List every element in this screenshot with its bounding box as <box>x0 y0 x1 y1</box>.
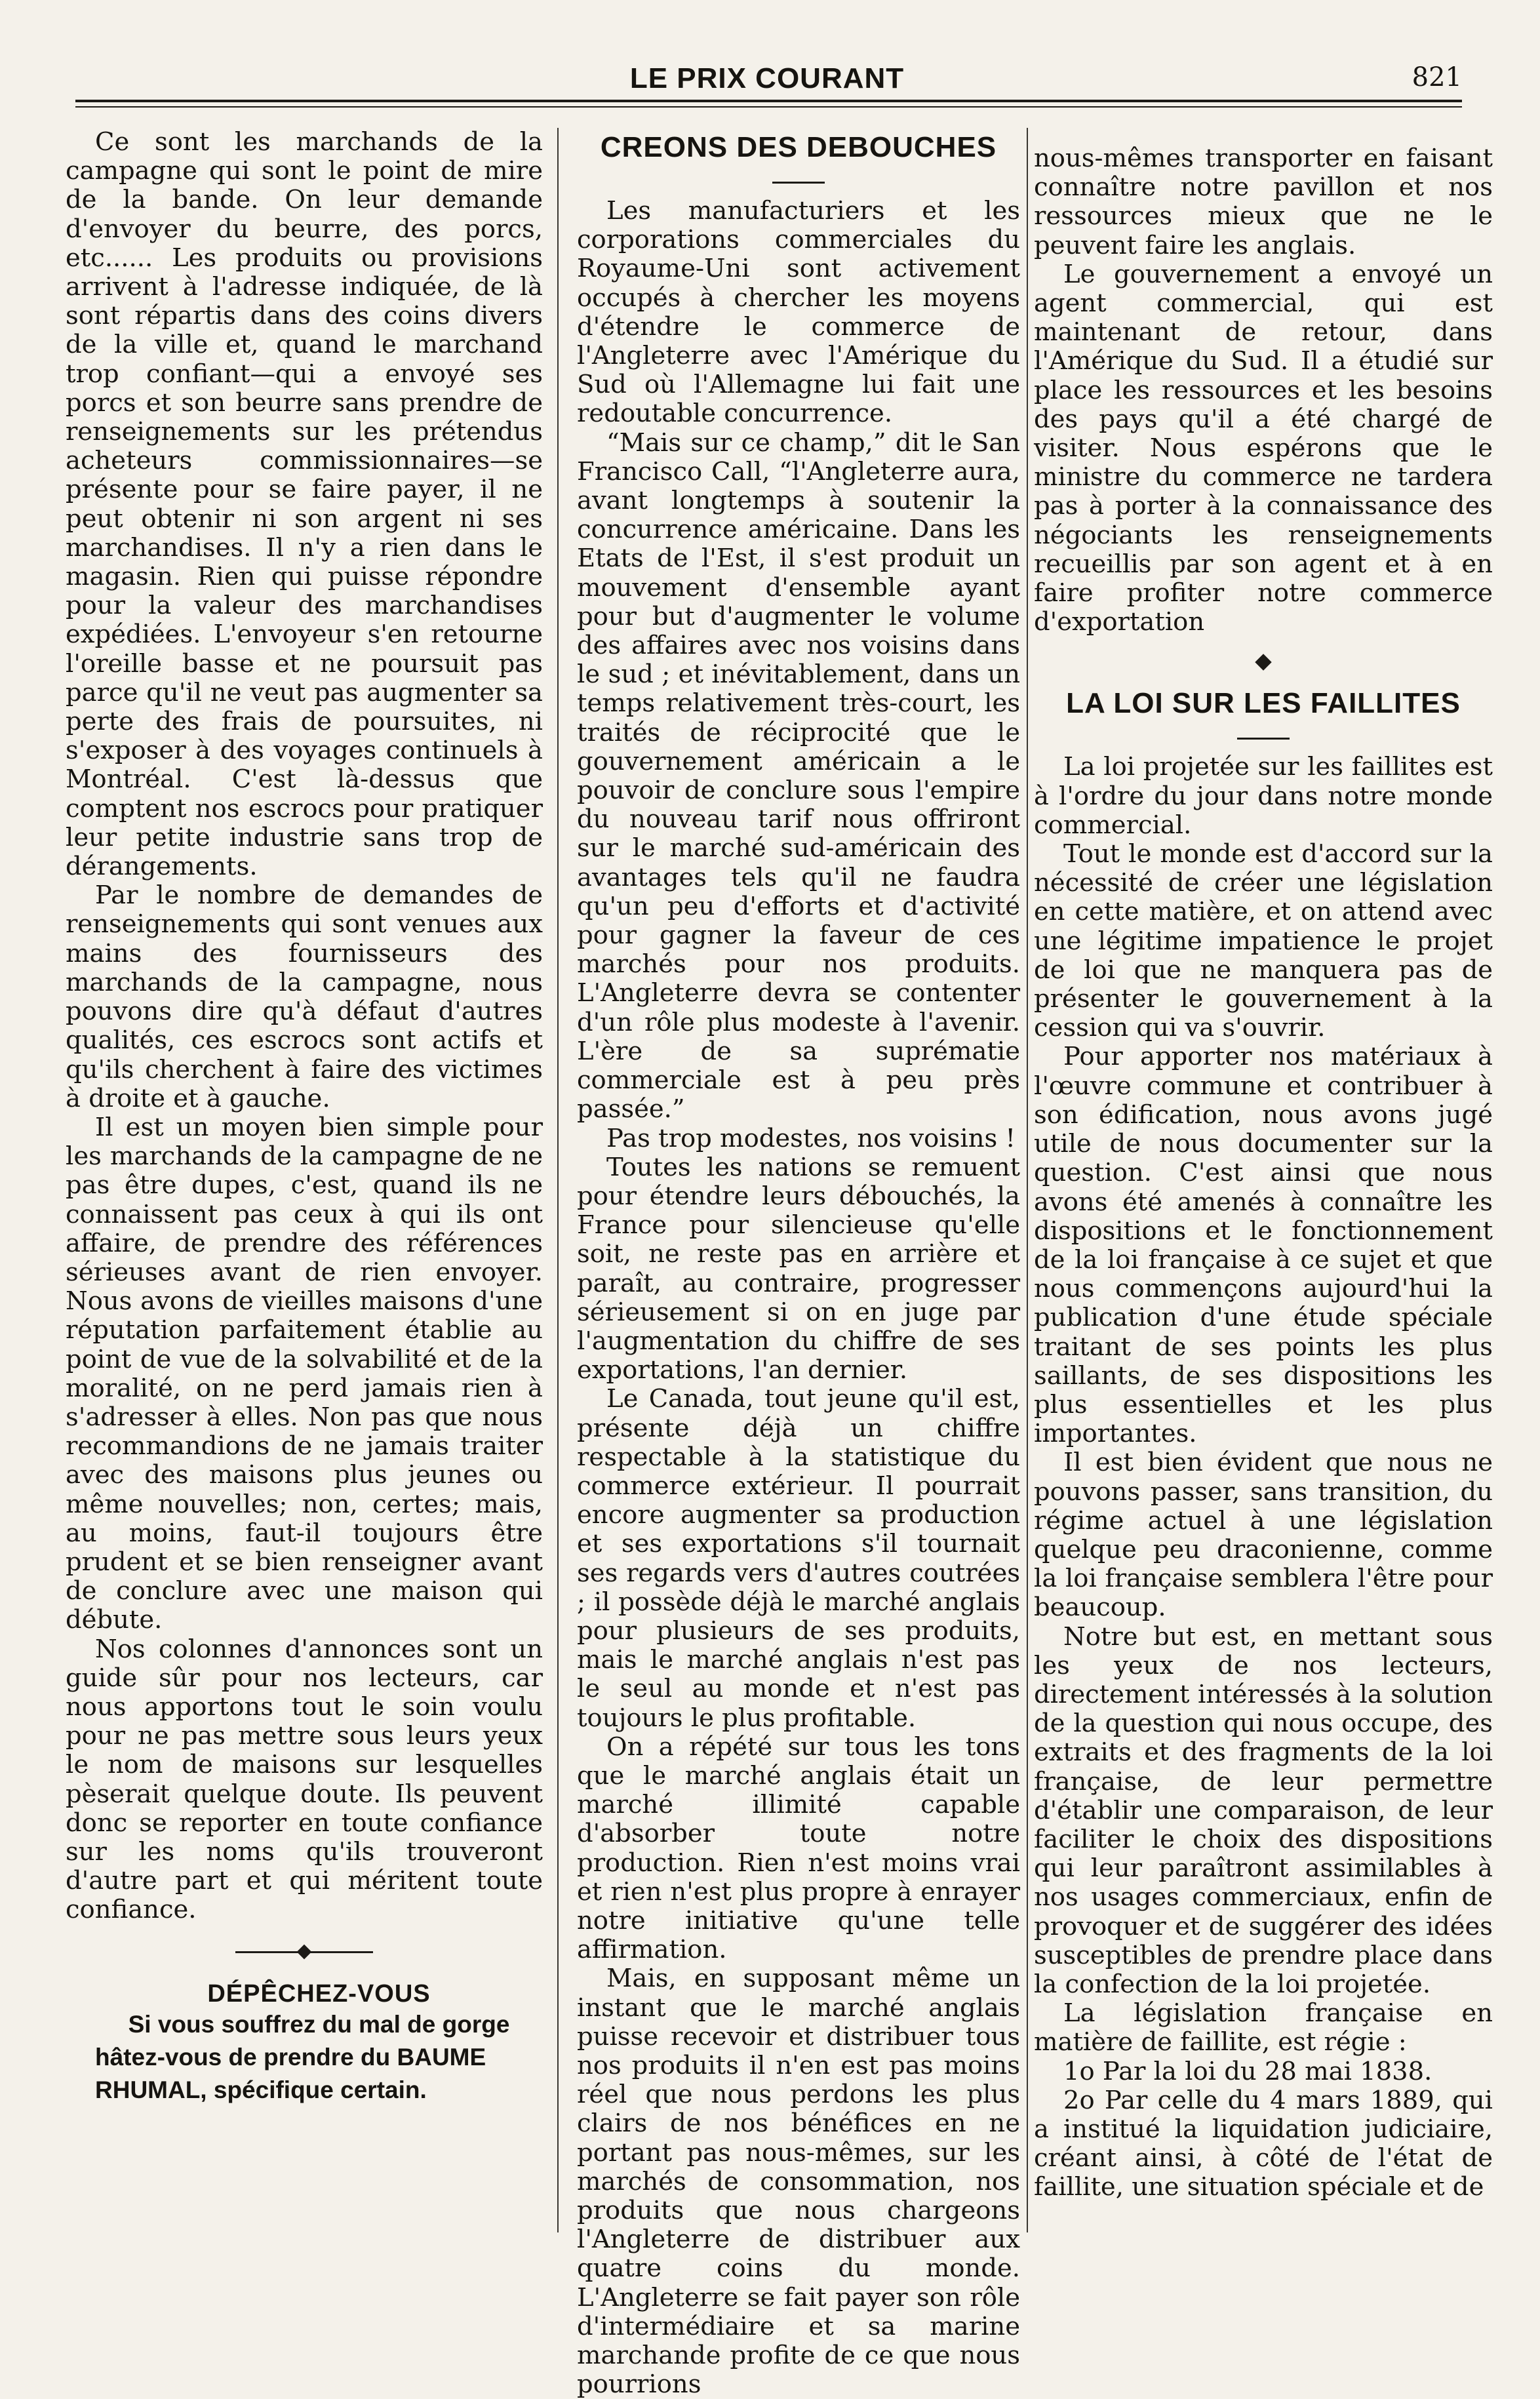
title-rule <box>772 182 825 184</box>
paragraph: La législation française en matière de faillite, est régie : <box>1034 1998 1493 2057</box>
paragraph-continuation: nous-mêmes transporter en faisant connaître notre pavillon et nos ressources mieux que ne le peuvent faire les anglais. <box>1034 144 1493 260</box>
paragraph: Il est bien évident que nous ne pouvons passer, sans transition, du régime actuel à une législation quelque peu draconienne, comme la loi française semblera l'être pour beaucoup. <box>1034 1448 1493 1623</box>
ad-line: Si vous souffrez du mal de gorge <box>128 2010 510 2038</box>
ornament-divider <box>1034 652 1493 672</box>
header-rule-thin <box>75 106 1462 108</box>
paragraph: Tout le monde est d'accord sur la nécessité de créer une législation en cette matière, et on attend avec une légitime impatience le projet de loi que ne manquera pas de présenter le gouvernement à la cession qui va s'ouvrir. <box>1034 839 1493 1043</box>
column-2 <box>577 128 1020 2399</box>
paragraph: Le Canada, tout jeune qu'il est, présente déjà un chiffre respectable à la statistique du commerce extérieur. Il pourrait encore augmenter sa production et ses exportations s'il tournait ses regards vers d'autres coutrées ; il possède déjà le marché anglais pour plusieurs de ses produits, mais le marché anglais n'est pas le seul au monde et n'est pas toujours le plus profitable. <box>577 1384 1020 1733</box>
paragraph: Par le nombre de demandes de renseignements qui sont venues aux mains des fournisseurs des marchands de la campagne, nous pouvons dire qu'à défaut d'autres qualités, ces escrocs sont actifs et qu'ils cherchent à faire des victimes à droite et à gauche. <box>66 881 543 1113</box>
paragraph: 2o Par celle du 4 mars 1889, qui a institué la liquidation judiciaire, créant ainsi, à côté de l'état de faillite, une situation spéciale et de <box>1034 2085 1493 2202</box>
paragraph: Mais, en supposant même un instant que le marché anglais puisse recevoir et distribuer tous nos produits il n'en est pas moins réel que nous perdons les plus clairs de nos bénéfices en ne portant pas nous-mêmes, sur les marchés de consommation, nos produits que nous chargeons l'Angleterre de distribuer aux quatre coins du monde. L'Angleterre se fait payer son rôle d'intermédiaire et sa marine marchande profite de ce que nous pourrions <box>577 1964 1020 2399</box>
column-3 <box>1034 144 1493 2202</box>
paragraph: Les manufacturiers et les corporations commerciales du Royaume-Uni sont activement occupés à chercher les moyens d'étendre le commerce de l'Angleterre avec l'Amérique du Sud où l'Allemagne lui fait une redoutable concurrence. <box>577 196 1020 429</box>
column-divider <box>557 128 559 2232</box>
header-rule <box>75 100 1462 102</box>
paragraph: Toutes les nations se remuent pour étendre leurs débouchés, la France pour silencieuse qu'elle soit, ne reste pas en arrière et paraît, au contraire, progresser sérieusement si on en juge par l'augmentation du chiffre de ses exportations, l'an dernier. <box>577 1152 1020 1385</box>
paragraph: Il est un moyen bien simple pour les marchands de la campagne de ne pas être dupes, c'est, quand ils ne connaissent pas ceux à qui ils ont affaire, de prendre des références sérieuses avant de rien envoyer. Nous avons de vieilles maisons d'une réputation parfaitement établie au point de vue de la solvabilité et de la moralité, on ne perd jamais rien à s'adresser à elles. Non pas que nous recommandions de ne jamais traiter avec des maisons plus jeunes ou même nouvelles; non, certes; mais, au moins, faut-il toujours être prudent et se bien renseigner avant de conclure avec une maison qui débute. <box>66 1112 543 1635</box>
paragraph: 1o Par la loi du 28 mai 1838. <box>1063 2056 1432 2086</box>
column-divider <box>1027 128 1028 2232</box>
paragraph: Pas trop modestes, nos voisins ! <box>606 1123 1016 1153</box>
title-rule <box>1237 738 1290 740</box>
page-number: 821 <box>1412 62 1462 92</box>
column-1 <box>66 128 543 2107</box>
article-title: CREONS DES DEBOUCHES <box>600 131 997 163</box>
ad-title: DÉPÊCHEZ-VOUS <box>207 1979 431 2008</box>
ad-line: RHUMAL, spécifique certain. <box>95 2076 427 2103</box>
paragraph: “Mais sur ce champ,” dit le San Francisco Call, “l'Angleterre aura, avant longtemps à soutenir la concurrence américaine. Dans les Etats de l'Est, il s'est produit un mouvement d'ensemble ayant pour but d'augmenter le volume des affaires avec nos voisins dans le sud ; et inévitablement, dans un temps relativement très-court, les traités de réciprocité que le gouvernement américain a le pouvoir de conclure sous l'empire du nouveau tarif nous offriront sur le marché sud-américain des avantages tels qu'il ne faudra qu'un peu d'efforts et d'activité pour gagner la faveur de ces marchés pour nos produits. L'Angleterre devra se contenter d'un rôle plus modeste à l'avenir. L'ère de sa suprématie commerciale est à peu près passée.” <box>577 427 1020 1124</box>
paragraph: Le gouvernement a envoyé un agent commercial, qui est maintenant de retour, dans l'Amérique du Sud. Il a étudié sur place les ressources et les besoins des pays qu'il a été chargé de visiter. Nous espérons que le ministre du commerce ne tardera pas à porter à la connaissance des négociants les renseignements recueillis par son agent et à en faire profiter notre commerce d'exportation <box>1034 259 1493 637</box>
running-title: LE PRIX COURANT <box>629 62 905 94</box>
paragraph: Notre but est, en mettant sous les yeux de nos lecteurs, directement intéressés à la solution de la question qui nous occupe, des extraits et des fragments de la loi française, de leur permettre d'établir une comparaison, de leur faciliter le choix des dispositions qui leur paraîtront assimilables à nos usages commerciaux, enfin de provoquer et de suggérer des idées susceptibles de prendre place dans la confection de la loi projetée. <box>1034 1621 1493 1999</box>
article-title: LA LOI SUR LES FAILLITES <box>1066 687 1461 720</box>
ad-line: hâtez-vous de prendre du BAUME <box>95 2043 486 2071</box>
ornament-divider <box>235 1951 373 1953</box>
paragraph: Nos colonnes d'annonces sont un guide sûr pour nos lecteurs, car nous apportons tout le soin voulu pour ne pas mettre sous leurs yeux le nom de maisons sur lesquelles pèserait quelque doute. Ils peuvent donc se reporter en toute confiance sur les noms qu'ils trouveront d'autre part et qui méritent toute confiance. <box>66 1634 543 1925</box>
paragraph: La loi projetée sur les faillites est à l'ordre du jour dans notre monde commercial. <box>1034 752 1493 840</box>
paragraph: Pour apporter nos matériaux à l'œuvre commune et contribuer à son édification, nous avons jugé utile de nous documenter sur la question. C'est ainsi que nous avons été amenés à connaître les dispositions et le fonctionnement de la loi française à ce sujet et que nous commençons aujourd'hui la publication d'une étude spéciale traitant de ses points les plus saillants, de ses dispositions les plus essentielles et les plus importantes. <box>1034 1042 1493 1449</box>
paragraph: Ce sont les marchands de la campagne qui sont le point de mire de la bande. On leur demande d'envoyer du beurre, des porcs, etc...... Les produits ou provisions arrivent à l'adresse indiquée, de là sont répartis dans des coins divers de la ville et, quand le marchand trop confiant—qui a envoyé ses porcs et son beurre sans prendre de renseignements sur les prétendus acheteurs commissionnaires—se présente pour se faire payer, il ne peut obtenir ni son argent ni ses marchandises. Il n'y a rien dans le magasin. Rien qui puisse répondre pour la valeur des marchandises expédiées. L'envoyeur s'en retourne l'oreille basse et ne poursuit pas parce qu'il ne veut pas augmenter sa perte des frais de poursuites, ni s'exposer à des voyages continuels à Montréal. C'est là-dessus que comptent nos escrocs pour pratiquer leur petite industrie sans trop de dérangements. <box>66 127 543 882</box>
advertisement <box>66 1979 543 2107</box>
paragraph: On a répété sur tous les tons que le marché anglais était un marché illimité capable d'absorber toute notre production. Rien n'est moins vrai et rien n'est plus propre à enrayer notre initiative qu'une telle affirmation. <box>577 1732 1020 1965</box>
